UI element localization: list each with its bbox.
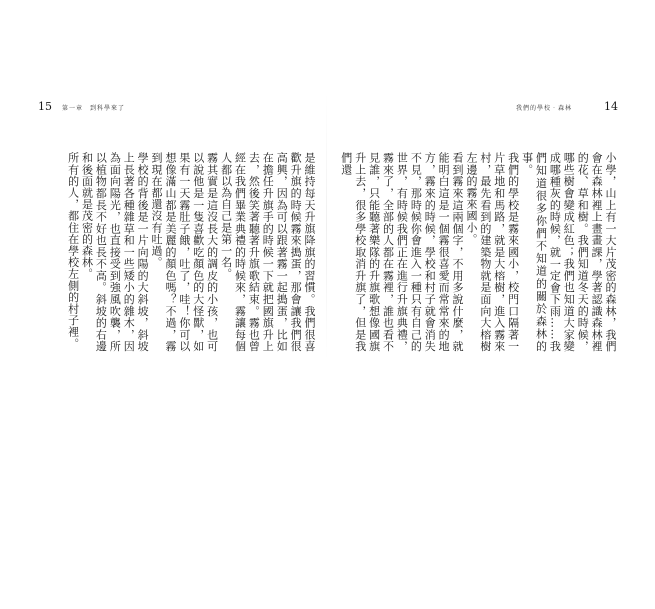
page-number-left: 15 [38,100,52,113]
page-gutter [326,92,327,362]
body-text-right-page [339,152,617,352]
running-head-left: 第一章 到科學來了 [62,105,126,112]
vertical-text-right: 小學，山上有一大片茂密的森林，我們會在森林裡上畫畫課，學著認識森林裡的花、草和樹。我們知道冬天的時候，哪些樹會變成紅色；我們也知道大家變成哪種灰的時候，就一定會下雨……我們知道很多你們不知道的關於森林的事。 我們的學校是霧來國小，校門口隔著一片草地和馬路，就是大榕樹，進入霧來村，最先看到的建築物就是面向大榕樹左邊的霧來國小。 看到霧來這兩個字，不用多說什麼，就能明白這是一個霧很喜愛而常常來的地方，霧來的時候，學校和村子就會消失不見，那時候你會進入一種只有自己的世界，有時候我們正在進行升旗典禮，霧來了，全部的人都在霧裡，誰也看不見誰，只能聽著樂隊的升旗歌想像國旗升上去，很多學校取消升旗了，但是我們還 [339,152,617,352]
running-head-right: 我們的學校‧森林 [516,105,573,112]
page-number-right: 14 [604,100,618,113]
body-text-left-page [66,152,316,352]
vertical-text-left: 是維持每天升旗降旗的習慣。我們很喜歡升旗的時候霧來搗蛋，那會讓我們很高興，因為可以跟著霧一起搗蛋，比如在擔任升旗手的時候一下就把國旗升上去，然後笑著聽著升旗歌結束。霧也曾經在我們畢業典禮的時候來，霧讓每個人都以為自己是第一名。 霧其實是這沒長大的調皮的小孩，也可以說他是一隻喜歡吃顏色的大怪獸，如果有一天霧肚子餓，吐了，哇！你可以想像滿山都是美麗的顏色嗎？不過，霧到現在都還沒有吐過。 學校的背後是一片向陽的大斜坡，斜坡上長著各種雜草和一些矮小的雜木，因為面向陽光，也直接受到強風吹襲，所以植物都長不好也長不高。斜坡的右邊和後面就是茂密的森林。 所有的人，都住在學校左側的村子裡。 [66,152,316,352]
